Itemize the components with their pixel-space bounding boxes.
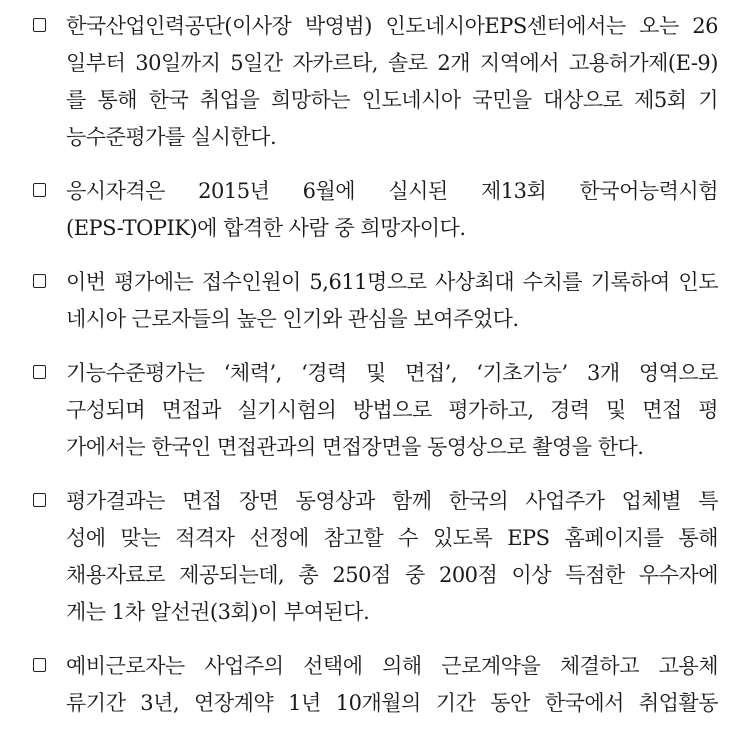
square-bullet-icon	[33, 658, 46, 672]
bullet-paragraph	[0, 8, 750, 156]
paragraph-line: 기능수준평가는 ‘체력’, ‘경력 및 면접’, ‘기초기능’ 3개 영역으로	[66, 361, 718, 385]
paragraph-line: 류기간 3년, 연장계약 1년 10개월의 기간 동안 한국에서 취업활동	[66, 691, 718, 715]
paragraph-line: 이번 평가에는 접수인원이 5,611명으로 사상최대 수치를 기록하여 인도	[66, 270, 718, 294]
bullet-paragraph	[0, 264, 750, 338]
square-bullet-icon	[33, 18, 46, 32]
square-bullet-icon	[33, 274, 46, 288]
paragraph-line: 한국산업인력공단(이사장 박영범) 인도네시아EPS센터에서는 오는 26	[66, 14, 718, 38]
document-body	[0, 8, 750, 739]
paragraph-line: 구성되며 면접과 실기시험의 방법으로 평가하고, 경력 및 면접 평	[66, 398, 718, 422]
square-bullet-icon	[33, 365, 46, 379]
paragraph-line: 일부터 30일까지 5일간 자카르타, 솔로 2개 지역에서 고용허가제(E-9)	[66, 51, 718, 75]
paragraph-line: 채용자료로 제공되는데, 총 250점 중 200점 이상 득점한 우수자에	[66, 563, 718, 587]
paragraph-line: 응시자격은 2015년 6월에 실시된 제13회 한국어능력시험	[66, 179, 718, 203]
bullet-paragraph	[0, 173, 750, 247]
paragraph-line: 성에 맞는 적격자 선정에 참고할 수 있도록 EPS 홈페이지를 통해	[66, 526, 718, 550]
paragraph-line: 가에서는 한국인 면접관과의 면접장면을 동영상으로 촬영을 한다.	[66, 435, 644, 459]
paragraph-line: 게는 1차 알선권(3회)이 부여된다.	[66, 600, 370, 624]
bullet-paragraph	[0, 355, 750, 466]
paragraph-line: 능수준평가를 실시한다.	[66, 125, 277, 149]
square-bullet-icon	[33, 183, 46, 197]
bullet-paragraph	[0, 648, 750, 722]
paragraph-line: 예비근로자는 사업주의 선택에 의해 근로계약을 체결하고 고용체	[66, 654, 718, 678]
square-bullet-icon	[33, 493, 46, 507]
paragraph-line: (EPS-TOPIK)에 합격한 사람 중 희망자이다.	[66, 216, 466, 240]
bullet-paragraph	[0, 483, 750, 631]
paragraph-line: 네시아 근로자들의 높은 인기와 관심을 보여주었다.	[66, 307, 519, 331]
paragraph-line: 를 통해 한국 취업을 희망하는 인도네시아 국민을 대상으로 제5회 기	[66, 88, 718, 112]
paragraph-line: 평가결과는 면접 장면 동영상과 함께 한국의 사업주가 업체별 특	[66, 489, 718, 513]
